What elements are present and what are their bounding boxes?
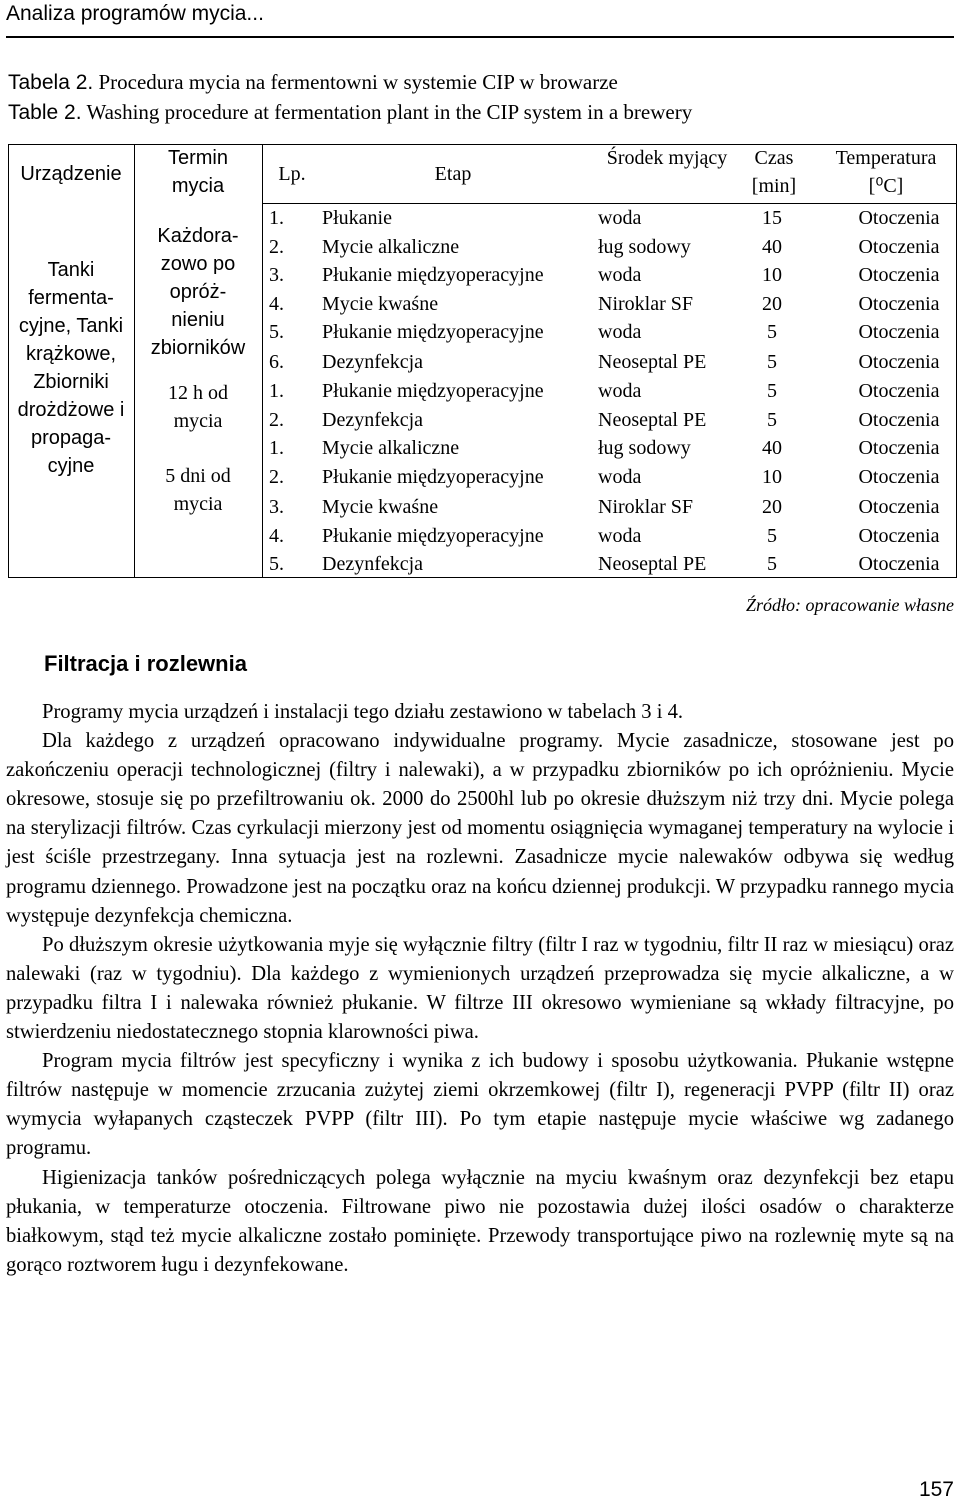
srodek-cell: Niroklar SF [598, 293, 693, 315]
srodek-cell: ług sodowy [598, 236, 691, 258]
temp-cell: Otoczenia [858, 236, 940, 258]
lp-cell: 1. [269, 437, 284, 459]
lp-cell: 5. [269, 321, 284, 343]
table-caption-en [8, 100, 692, 125]
czas-cell: 5 [767, 380, 777, 402]
table-row [264, 522, 957, 551]
etap-cell: Płukanie międzyoperacyjne [322, 264, 544, 286]
table-row [264, 377, 957, 406]
header-termin: Termin mycia [167, 147, 228, 197]
srodek-cell: ług sodowy [598, 437, 691, 459]
body-text [6, 698, 954, 1280]
temp-cell: Otoczenia [858, 553, 940, 575]
table-divider [134, 144, 135, 578]
running-header: Analiza programów mycia... [6, 2, 264, 25]
lp-cell: 1. [269, 380, 284, 402]
srodek-cell: woda [598, 321, 642, 343]
lp-cell: 3. [269, 264, 284, 286]
etap-cell: Mycie alkaliczne [322, 236, 460, 258]
device-cell: Tanki fermenta-cyjne, Tanki krążkowe, Zbiorniki drożdżowe i propaga-cyjne [17, 259, 125, 477]
table-row [264, 233, 957, 262]
caption-label-pl: Tabela 2. [8, 71, 94, 94]
table-caption-pl [8, 70, 618, 95]
section-title: Filtracja i rozlewnia [44, 651, 247, 676]
czas-cell: 40 [762, 236, 782, 258]
lp-cell: 5. [269, 553, 284, 575]
temp-cell: Otoczenia [858, 525, 940, 547]
paragraph: Dla każdego z urządzeń opracowano indywidualne programy. Mycie zasadnicze, stosowane jest po zakończeniu operacji technologicznej (filtry i nalewaki), a w przypadku zbiorników po ich opróżnieniu. Mycie okresowe, stosuje się po przefiltrowaniu ok. 2000 do 2500hl lub po okresie dłuższym niż trzy dni. Mycie polega na sterylizacji filtrów. Czas cyrkulacji mierzony jest od momentu osiągnięcia wymaganej temperatury na wylocie i jest ściśle przestrzegany. Inna sytuacja jest na rozlewni. Zasadnicze mycie nalewaków odbywa się według programu dziennego. Prowadzone jest na początku oraz na końcu dziennej produkcji. W przypadku rannego mycia występuje dezynfekcja chemiczna. [6, 730, 954, 927]
header-temperatura: Temperatura [⁰C] [835, 147, 937, 197]
table-row [264, 493, 957, 522]
term-cell: 5 dni od mycia [165, 465, 231, 515]
temp-cell: Otoczenia [858, 496, 940, 518]
srodek-cell: Neoseptal PE [598, 351, 707, 373]
lp-cell: 2. [269, 466, 284, 488]
table-row [264, 318, 957, 347]
czas-cell: 5 [767, 321, 777, 343]
czas-cell: 5 [767, 351, 777, 373]
table-row [264, 463, 957, 492]
czas-cell: 5 [767, 409, 777, 431]
table-row [264, 434, 957, 463]
header-lp: Lp. [278, 163, 306, 185]
srodek-cell: Neoseptal PE [598, 553, 707, 575]
temp-cell: Otoczenia [858, 351, 940, 373]
czas-cell: 20 [762, 496, 782, 518]
term-cell: 12 h od mycia [168, 382, 228, 432]
srodek-cell: Niroklar SF [598, 496, 693, 518]
temp-cell: Otoczenia [858, 321, 940, 343]
srodek-cell: woda [598, 466, 642, 488]
table-row [264, 290, 957, 319]
czas-cell: 10 [762, 466, 782, 488]
table-row [264, 261, 957, 290]
czas-cell: 5 [767, 525, 777, 547]
temp-cell: Otoczenia [858, 437, 940, 459]
etap-cell: Płukanie [322, 207, 392, 229]
temp-cell: Otoczenia [858, 207, 940, 229]
page-number: 157 [918, 1478, 954, 1501]
etap-cell: Płukanie międzyoperacyjne [322, 525, 544, 547]
srodek-cell: Neoseptal PE [598, 409, 707, 431]
etap-cell: Dezynfekcja [322, 409, 424, 431]
lp-cell: 1. [269, 207, 284, 229]
header-etap: Etap [434, 163, 472, 185]
table-row [264, 550, 957, 579]
etap-cell: Dezynfekcja [322, 351, 424, 373]
srodek-cell: woda [598, 525, 642, 547]
srodek-cell: woda [598, 207, 642, 229]
temp-cell: Otoczenia [858, 380, 940, 402]
etap-cell: Mycie kwaśne [322, 293, 439, 315]
table-row [264, 204, 957, 233]
term-cell: Każdora-zowo po opróż-nieniu zbiorników [150, 225, 246, 359]
temp-cell: Otoczenia [858, 264, 940, 286]
lp-cell: 2. [269, 409, 284, 431]
paragraph: Po dłuższym okresie użytkowania myje się wyłącznie filtry (filtr I raz w tygodniu, filtr II raz w miesiącu) oraz nalewaki (raz w tygodniu). Dla każdego z wymienionych urządzeń przeprowadza się mycie alkaliczne, a w przypadku filtra I i nalewaka również płukanie. W filtrze III okresowo wymieniane są wkłady filtracyjne, po stwierdzeniu niedostatecznego stopnia klarowności piwa. [6, 933, 954, 1044]
lp-cell: 3. [269, 496, 284, 518]
lp-cell: 4. [269, 525, 284, 547]
etap-cell: Dezynfekcja [322, 553, 424, 575]
srodek-cell: woda [598, 380, 642, 402]
czas-cell: 15 [762, 207, 782, 229]
temp-cell: Otoczenia [858, 409, 940, 431]
czas-cell: 10 [762, 264, 782, 286]
etap-cell: Mycie alkaliczne [322, 437, 460, 459]
temp-cell: Otoczenia [858, 466, 940, 488]
table-source: Źródło: opracowanie własne [745, 595, 954, 615]
header-urzadzenie: Urządzenie [20, 163, 122, 185]
paragraph: Higienizacja tanków pośredniczących polega wyłącznie na myciu kwaśnym oraz dezynfekcji bez etapu płukania, w temperaturze otoczenia. Filtrowane piwo nie pozostawia dużej ilości osadów o charakterze białkowym, stąd też mycie alkaliczne zostało pominięte. Przewody transportujące piwo na rozlewnię myte są na gorąco roztworem ługu i dezynfekowane. [6, 1166, 954, 1276]
srodek-cell: woda [598, 264, 642, 286]
etap-cell: Płukanie międzyoperacyjne [322, 380, 544, 402]
lp-cell: 6. [269, 351, 284, 373]
czas-cell: 5 [767, 553, 777, 575]
temp-cell: Otoczenia [858, 293, 940, 315]
table-row [264, 406, 957, 435]
header-rule [6, 36, 954, 38]
caption-label-en: Table 2. [8, 101, 82, 124]
czas-cell: 20 [762, 293, 782, 315]
table-divider [262, 144, 263, 578]
cleaning-procedure-table [8, 144, 957, 578]
etap-cell: Płukanie międzyoperacyjne [322, 321, 544, 343]
etap-cell: Płukanie międzyoperacyjne [322, 466, 544, 488]
header-czas: Czas [min] [751, 147, 797, 197]
paragraph: Program mycia filtrów jest specyficzny i wynika z ich budowy i sposobu użytkowania. Płukanie wstępne filtrów następuje w momencie zrzucania zużytej ziemi okrzemkowej (filtr I), regeneracji PVPP (filtr II) oraz wymycia wyłapanych cząsteczek PVPP (filtr III). Po tym etapie następuje mycie właściwe wg zadanego programu. [6, 1050, 954, 1160]
czas-cell: 40 [762, 437, 782, 459]
table-row [264, 348, 957, 377]
etap-cell: Mycie kwaśne [322, 496, 439, 518]
caption-text-pl: Procedura mycia na fermentowni w systemie CIP w browarze [98, 70, 618, 94]
paragraph: Programy mycia urządzeń i instalacji tego działu zestawiono w tabelach 3 i 4. [42, 701, 684, 723]
header-srodek: Środek myjący [606, 147, 728, 169]
caption-text-en: Washing procedure at fermentation plant in the CIP system in a brewery [86, 100, 693, 124]
lp-cell: 4. [269, 293, 284, 315]
lp-cell: 2. [269, 236, 284, 258]
